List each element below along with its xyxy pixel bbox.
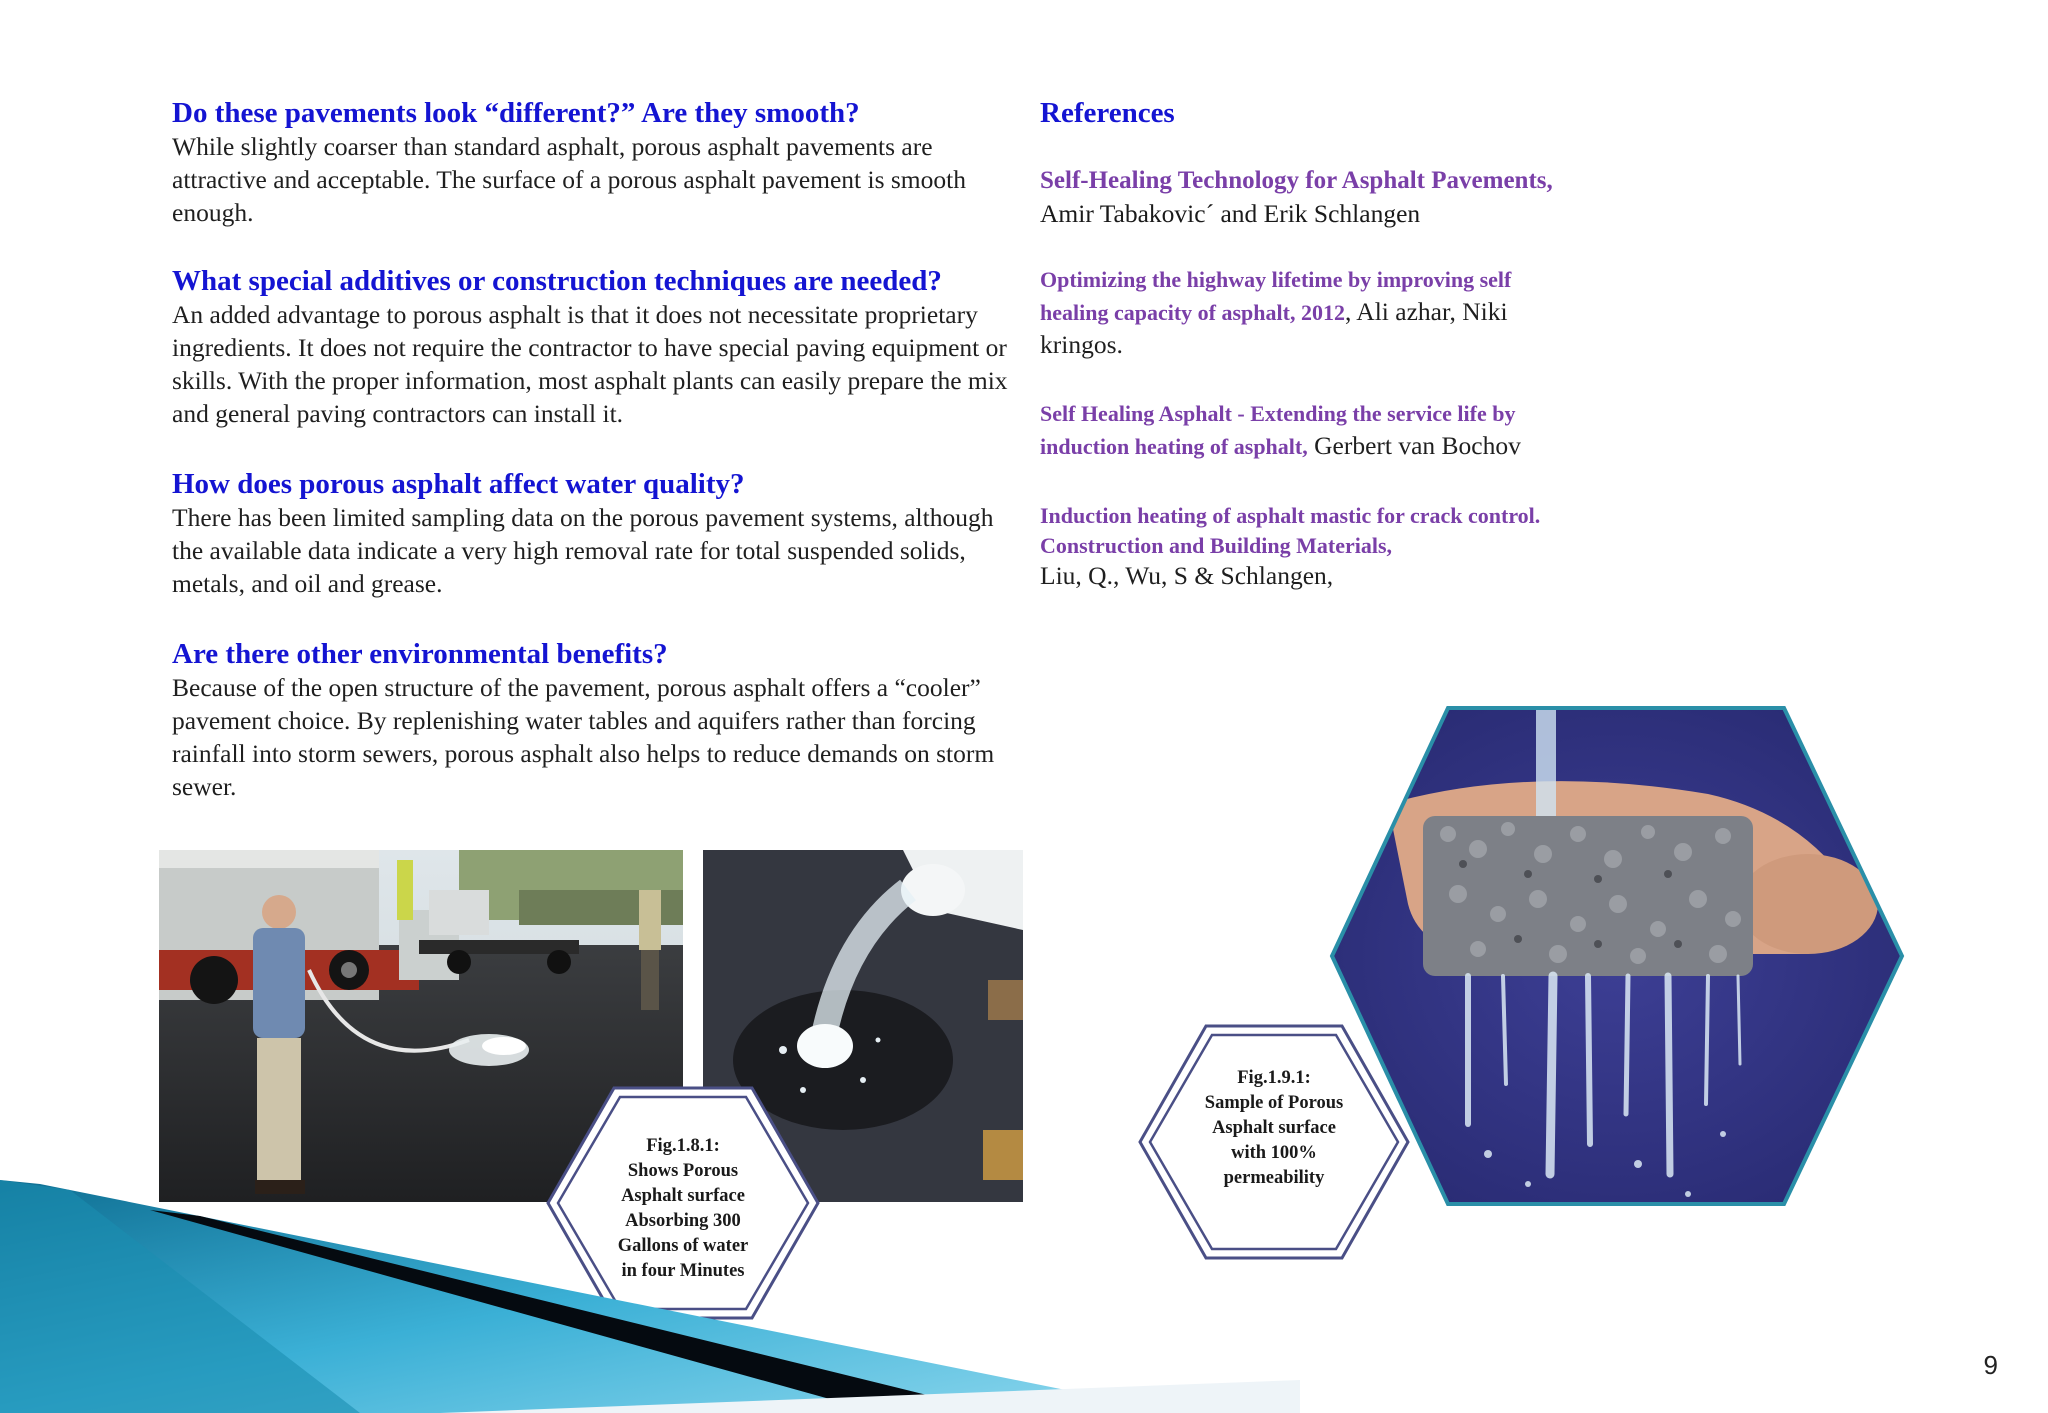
section-heading: What special additives or construction techniques are needed? bbox=[172, 265, 942, 297]
page-number: 9 bbox=[1983, 1350, 1998, 1380]
reference-item bbox=[1040, 264, 1580, 362]
references-title: References bbox=[1040, 97, 1175, 129]
caption-line: Sample of Porous bbox=[1204, 1092, 1344, 1113]
corner-decoration bbox=[0, 1180, 1300, 1413]
reference-title: Self-Healing Technology for Asphalt Pavements, bbox=[1040, 167, 1553, 194]
reference-authors: Liu, Q., Wu, S & Schlangen, bbox=[1040, 561, 1334, 590]
reference-item bbox=[1040, 398, 1580, 463]
section-body: An added advantage to porous asphalt is that it does not necessitate proprietary ingredients. It does not require the contractor to have special paving equipment or skills. With the proper information, most asphalt plants can easily prepare the mix and general paving contractors can install it. bbox=[172, 300, 1008, 428]
reference-item bbox=[1040, 164, 1580, 230]
faq-section bbox=[172, 264, 1012, 430]
references-column bbox=[1040, 96, 1580, 625]
caption-line: Fig.1.8.1: bbox=[646, 1136, 720, 1156]
reference-title: Optimizing the highway lifetime by improving self healing capacity of asphalt, 2012 bbox=[1040, 267, 1512, 325]
reference-title: Self Healing Asphalt - Extending the service life by induction heating of asphalt, bbox=[1040, 401, 1516, 459]
faq-section bbox=[172, 467, 1012, 600]
faq-section bbox=[172, 637, 1012, 803]
caption-line: with 100% bbox=[1231, 1142, 1317, 1163]
section-heading: Do these pavements look “different?” Are they smooth? bbox=[172, 97, 860, 129]
caption-line: Asphalt surface bbox=[621, 1186, 745, 1206]
section-heading: Are there other environmental benefits? bbox=[172, 638, 668, 670]
section-heading: How does porous asphalt affect water quality? bbox=[172, 468, 745, 500]
section-body: Because of the open structure of the pavement, porous asphalt offers a “cooler” pavement choice. By replenishing water tables and aquifers rather than forcing rainfall into storm sewers, porous asphalt also helps to reduce demands on storm sewer. bbox=[172, 673, 995, 801]
caption-line: in four Minutes bbox=[621, 1261, 745, 1281]
caption-line: Gallons of water bbox=[617, 1236, 749, 1256]
section-body: There has been limited sampling data on the porous pavement systems, although the available data indicate a very high removal rate for total suspended solids, metals, and oil and grease. bbox=[172, 503, 994, 598]
section-body: While slightly coarser than standard asphalt, porous asphalt pavements are attractive and acceptable. The surface of a porous asphalt pavement is smooth enough. bbox=[172, 132, 966, 227]
caption-line: Shows Porous bbox=[627, 1161, 739, 1181]
reference-item bbox=[1040, 501, 1580, 591]
reference-authors: Gerbert van Bochov bbox=[1307, 431, 1521, 460]
reference-authors: , Ali azhar, Niki kringos. bbox=[1040, 297, 1508, 359]
reference-title: Induction heating of asphalt mastic for crack control. Construction and Building Materials, bbox=[1040, 503, 1541, 558]
faq-column bbox=[172, 96, 1012, 840]
reference-authors: Amir Tabakovic´ and Erik Schlangen bbox=[1040, 199, 1421, 228]
caption-line: Fig.1.9.1: bbox=[1237, 1067, 1311, 1088]
caption-line: permeability bbox=[1223, 1167, 1325, 1188]
faq-section bbox=[172, 96, 1012, 229]
caption-line: Absorbing 300 bbox=[625, 1211, 741, 1231]
photo-porous-asphalt-sample bbox=[1328, 704, 1906, 1208]
caption-line: Asphalt surface bbox=[1212, 1117, 1336, 1138]
